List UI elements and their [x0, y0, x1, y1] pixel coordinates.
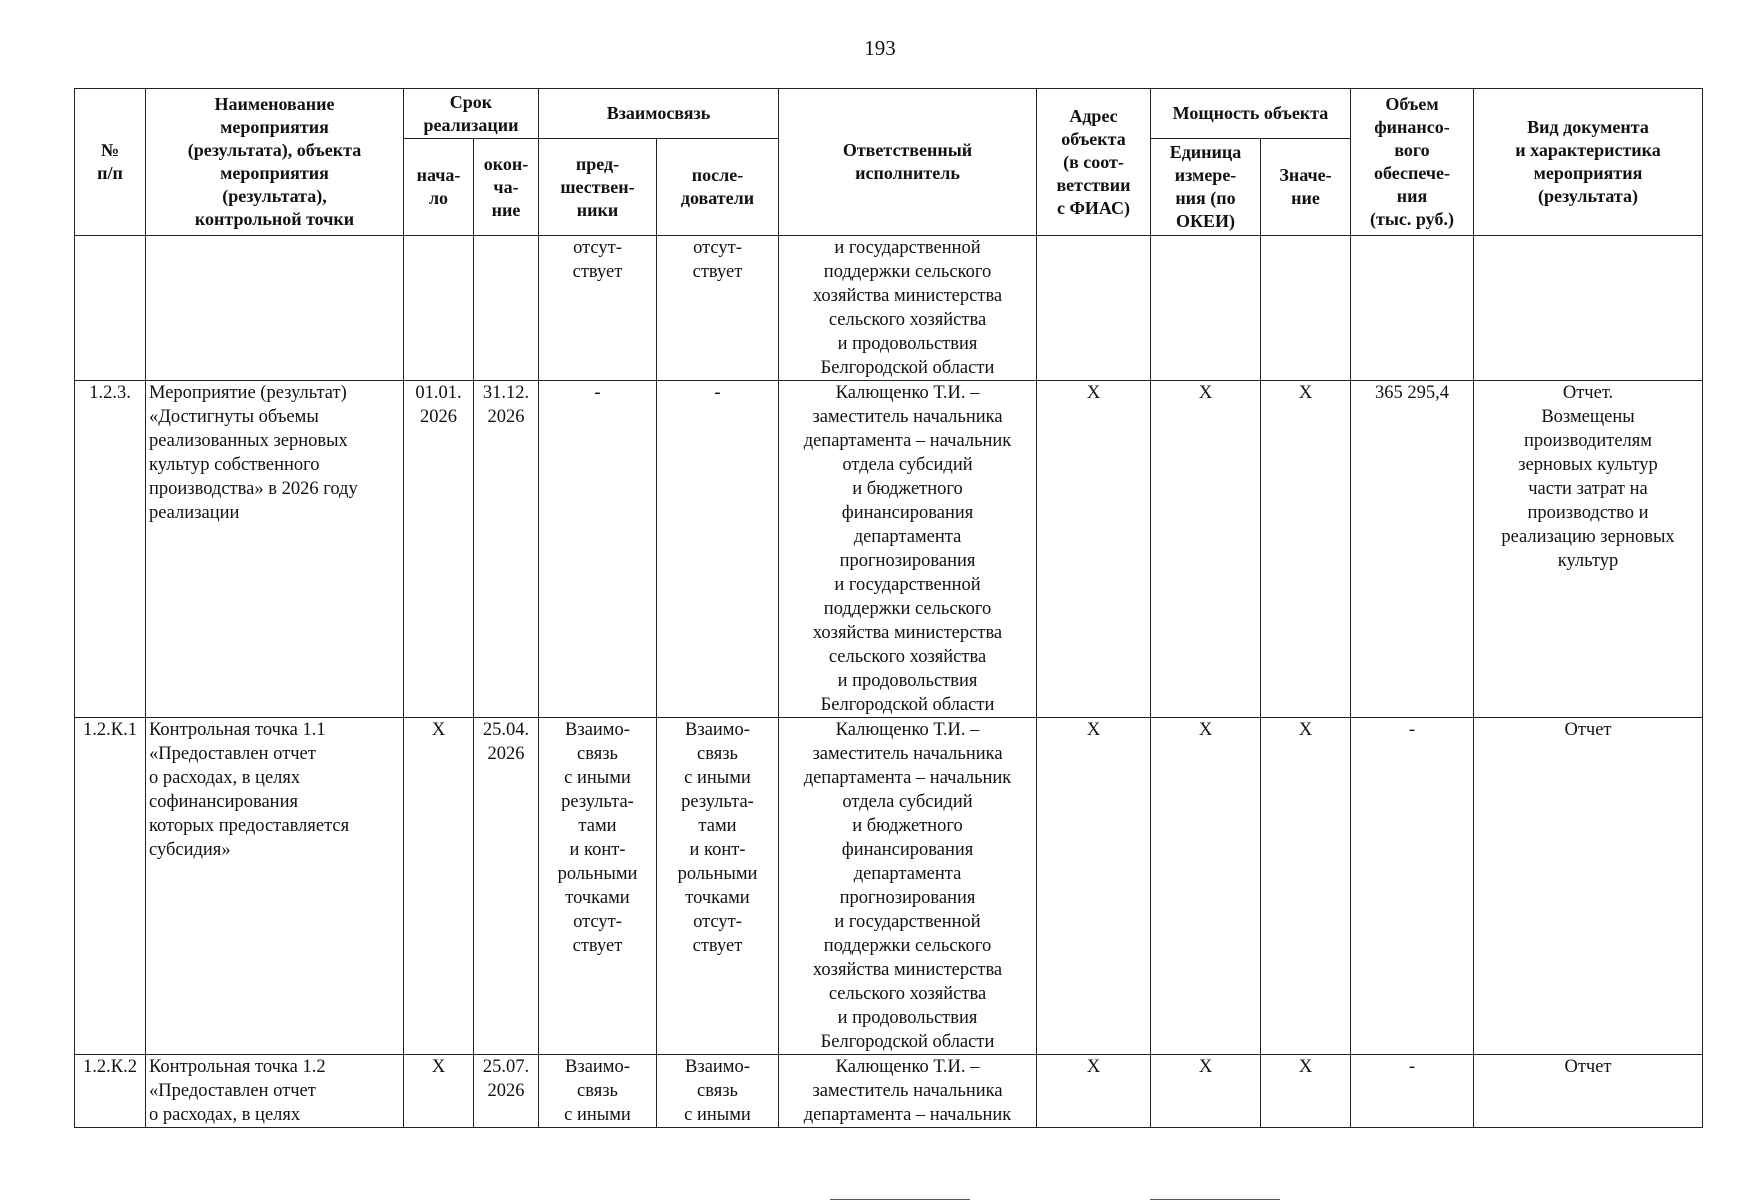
header-address: Адрес объекта (в соот- ветствии с ФИАС) — [1037, 89, 1151, 236]
cell-address: X — [1037, 718, 1151, 1055]
cell-funding: - — [1351, 718, 1474, 1055]
cell-predecessors: Взаимо- связь с иными результа- тами и конт- рольными точками отсут- ствует — [539, 718, 657, 1055]
header-funding: Объем финансо- вого обеспече- ния (тыс. руб.) — [1351, 89, 1474, 236]
cell-predecessors: Взаимо- связь с иными — [539, 1055, 657, 1128]
cell-unit: X — [1151, 381, 1261, 718]
cell-address: X — [1037, 1055, 1151, 1128]
cell-doc-type: Отчет. Возмещены производителям зерновых культур части затрат на производство и реализацию зерновых культур — [1474, 381, 1703, 718]
cell-doc-type: Отчет — [1474, 1055, 1703, 1128]
cell-end: 25.07. 2026 — [474, 1055, 539, 1128]
cell-funding: 365 295,4 — [1351, 381, 1474, 718]
header-start: нача- ло — [404, 139, 474, 236]
table-row — [75, 718, 1703, 1055]
cell-responsible: Калющенко Т.И. – заместитель начальника департамента – начальник отдела субсидий и бюджетного финансирования департамента прогнозирования и государственной поддержки сельского хозяйства министерства сельского хозяйства и продовольствия Белгородской области — [779, 381, 1037, 718]
cell-num — [75, 236, 146, 381]
cell-responsible: и государственной поддержки сельского хозяйства министерства сельского хозяйства и продовольствия Белгородской области — [779, 236, 1037, 381]
header-responsible: Ответственный исполнитель — [779, 89, 1037, 236]
cell-num: 1.2.К.1 — [75, 718, 146, 1055]
cell-unit — [1151, 236, 1261, 381]
cell-successors: Взаимо- связь с иными результа- тами и конт- рольными точками отсут- ствует — [657, 718, 779, 1055]
header-successors: после- дователи — [657, 139, 779, 236]
cell-successors: Взаимо- связь с иными — [657, 1055, 779, 1128]
header-deadline: Срок реализации — [404, 89, 539, 139]
page-number: 193 — [864, 36, 896, 60]
header-num: № п/п — [75, 89, 146, 236]
cell-funding — [1351, 236, 1474, 381]
events-table — [74, 88, 1703, 1128]
cell-value: X — [1261, 381, 1351, 718]
cell-successors: отсут- ствует — [657, 236, 779, 381]
cell-successors: - — [657, 381, 779, 718]
cell-start: X — [404, 718, 474, 1055]
cell-name — [146, 236, 404, 381]
cell-doc-type: Отчет — [1474, 718, 1703, 1055]
cell-value — [1261, 236, 1351, 381]
cell-end: 31.12. 2026 — [474, 381, 539, 718]
header-name: Наименование мероприятия (результата), объекта мероприятия (результата), контрольной точки — [146, 89, 404, 236]
cell-funding: - — [1351, 1055, 1474, 1128]
header-value: Значе- ние — [1261, 139, 1351, 236]
cell-num: 1.2.3. — [75, 381, 146, 718]
cell-address — [1037, 236, 1151, 381]
cell-unit: X — [1151, 718, 1261, 1055]
header-unit: Единица измере- ния (по ОКЕИ) — [1151, 139, 1261, 236]
table-row — [75, 1055, 1703, 1128]
cell-start: 01.01. 2026 — [404, 381, 474, 718]
header-relation: Взаимосвязь — [539, 89, 779, 139]
cell-name: Контрольная точка 1.2 «Предоставлен отчет о расходах, в целях — [146, 1055, 404, 1128]
table-row — [75, 381, 1703, 718]
header-doc-type: Вид документа и характеристика мероприятия (результата) — [1474, 89, 1703, 236]
cell-start — [404, 236, 474, 381]
cell-start: X — [404, 1055, 474, 1128]
cell-unit: X — [1151, 1055, 1261, 1128]
cell-address: X — [1037, 381, 1151, 718]
cell-predecessors: отсут- ствует — [539, 236, 657, 381]
header-capacity: Мощность объекта — [1151, 89, 1351, 139]
cell-name: Контрольная точка 1.1 «Предоставлен отчет о расходах, в целях софинансирования которых предоставляется субсидия» — [146, 718, 404, 1055]
header-end: окон- ча- ние — [474, 139, 539, 236]
cell-name: Мероприятие (результат) «Достигнуты объемы реализованных зерновых культур собственного производства» в 2026 году реализации — [146, 381, 404, 718]
cell-responsible: Калющенко Т.И. – заместитель начальника департамента – начальник отдела субсидий и бюджетного финансирования департамента прогнозирования и государственной поддержки сельского хозяйства министерства сельского хозяйства и продовольствия Белгородской области — [779, 718, 1037, 1055]
header-predecessors: пред- шествен- ники — [539, 139, 657, 236]
cell-doc-type — [1474, 236, 1703, 381]
cell-num: 1.2.К.2 — [75, 1055, 146, 1128]
cell-responsible: Калющенко Т.И. – заместитель начальника департамента – начальник — [779, 1055, 1037, 1128]
table-row — [75, 236, 1703, 381]
cell-value: X — [1261, 718, 1351, 1055]
cell-predecessors: - — [539, 381, 657, 718]
header-row-1 — [75, 89, 1703, 139]
cell-value: X — [1261, 1055, 1351, 1128]
cell-end — [474, 236, 539, 381]
cell-end: 25.04. 2026 — [474, 718, 539, 1055]
